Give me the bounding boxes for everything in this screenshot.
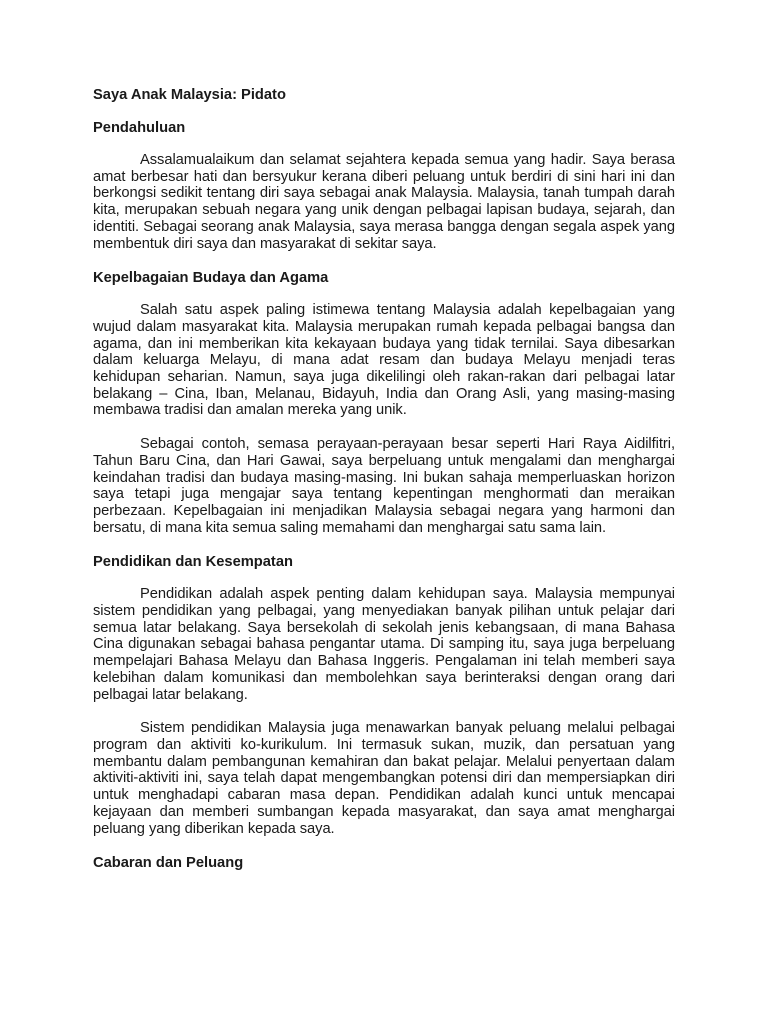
section-heading-cabaran: Cabaran dan Peluang	[93, 855, 244, 872]
paragraph: Salah satu aspek paling istimewa tentang Malaysia adalah kepelbagaian yang wujud dalam masyarakat kita. Malaysia merupakan rumah kepada pelbagai bangsa dan agama, dan ini memberikan kita kekayaan budaya yang tidak ternilai. Saya dibesarkan dalam keluarga Melayu, di mana adat resam dan budaya Melayu menjadi teras kehidupan seharian. Namun, saya juga dikelilingi oleh rakan-rakan dari pelbagai latar belakang – Cina, Iban, Melanau, Bidayuh, India dan Orang Asli, yang masing-masing membawa tradisi dan amalan mereka yang unik.	[93, 302, 675, 419]
document-title: Saya Anak Malaysia: Pidato	[93, 87, 286, 103]
document-page	[93, 86, 675, 887]
paragraph: Assalamualaikum dan selamat sejahtera kepada semua yang hadir. Saya berasa amat berbesar hati dan bersyukur kerana diberi peluang untuk berdiri di sini hari ini dan berkongsi sedikit tentang diri saya sebagai anak Malaysia. Malaysia, tanah tumpah darah kita, merupakan sebuah negara yang unik dengan pelbagai lapisan budaya, sejarah, dan identiti. Sebagai seorang anak Malaysia, saya merasa bangga dengan segala aspek yang membentuk diri saya dan masyarakat di sekitar saya.	[93, 152, 675, 252]
section-heading-pendidikan: Pendidikan dan Kesempatan	[93, 554, 293, 571]
paragraph: Pendidikan adalah aspek penting dalam kehidupan saya. Malaysia mempunyai sistem pendidikan yang pelbagai, yang menyediakan banyak pilihan untuk pelajar dari semua latar belakang. Saya bersekolah di sekolah jenis kebangsaan, di mana Bahasa Cina digunakan sebagai bahasa pengantar utama. Di samping itu, saya juga berpeluang mempelajari Bahasa Melayu dan Bahasa Inggeris. Pengalaman ini telah memberi saya kelebihan dalam komunikasi dan membolehkan saya berinteraksi dengan orang dari pelbagai latar belakang.	[93, 586, 675, 703]
paragraph: Sistem pendidikan Malaysia juga menawarkan banyak peluang melalui pelbagai program dan aktiviti ko-kurikulum. Ini termasuk sukan, muzik, dan persatuan yang membantu dalam pembangunan kemahiran dan bakat pelajar. Melalui penyertaan dalam aktiviti-aktiviti ini, saya telah dapat mengembangkan potensi diri dan mempersiapkan diri untuk menghadapi cabaran masa depan. Pendidikan adalah kunci untuk mencapai kejayaan dan memberi sumbangan kepada masyarakat, dan saya amat menghargai peluang yang diberikan kepada saya.	[93, 720, 675, 837]
section-heading-kepelbagaian: Kepelbagaian Budaya dan Agama	[93, 270, 329, 287]
paragraph: Sebagai contoh, semasa perayaan-perayaan besar seperti Hari Raya Aidilfitri, Tahun Baru Cina, dan Hari Gawai, saya berpeluang untuk mengalami dan menghargai keindahan tradisi dan budaya masing-masing. Ini bukan sahaja memperluaskan horizon saya tetapi juga mengajar saya tentang kepentingan menghormati dan meraikan perbezaan. Kepelbagaian ini menjadikan Malaysia sebagai negara yang harmoni dan bersatu, di mana kita semua saling memahami dan menghargai satu sama lain.	[93, 436, 675, 536]
section-heading-pendahuluan: Pendahuluan	[93, 120, 186, 136]
